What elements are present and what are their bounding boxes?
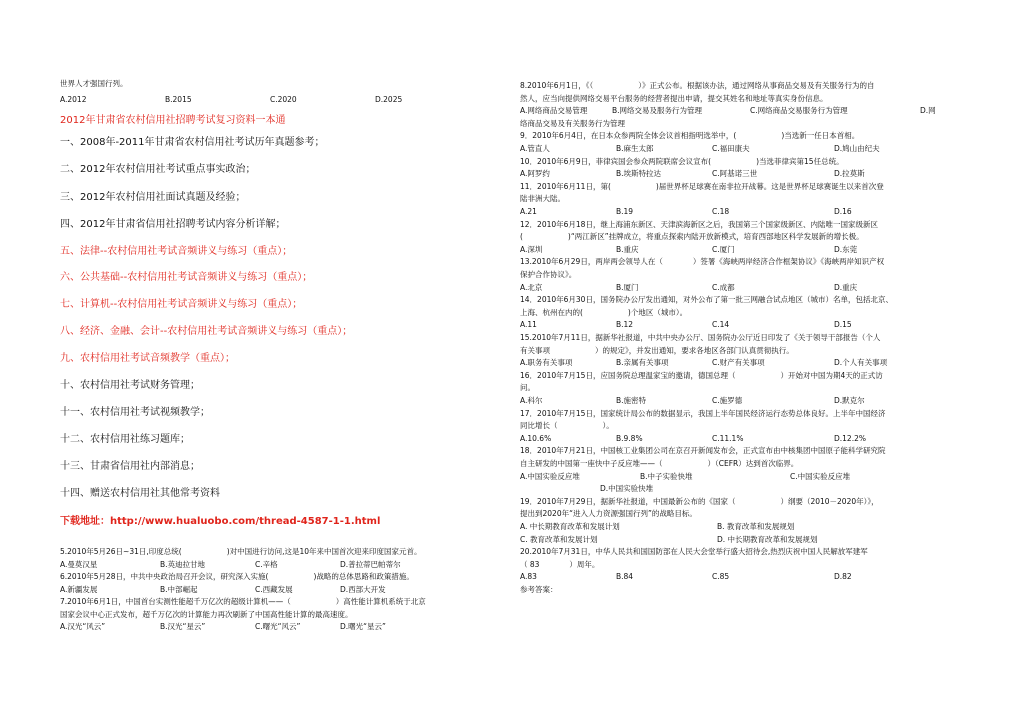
question-text: 19．2010年7月29日，据新华社报道，中国最新公布的《国家（ ）纲要（2010－2020年）》， — [520, 496, 879, 506]
answer-option[interactable]: A.阿罗约 — [520, 169, 550, 179]
options-row — [520, 206, 934, 219]
options-row — [520, 433, 934, 446]
answer-option[interactable]: C.西藏发展 — [255, 584, 293, 594]
answer-option[interactable]: A.汉光“风云” — [60, 622, 106, 631]
answer-option[interactable]: C.施罗德 — [712, 396, 743, 405]
options-row — [600, 483, 653, 496]
toc-item: 五、法律--农村信用社考试音频讲义与练习（重点）； — [60, 246, 293, 257]
question-text: 5.2010年5月26日~31日,印度总统( )对中国进行访问,这是10年来中国首次迎来印度国家元首。 — [60, 547, 422, 556]
options-row — [60, 621, 420, 634]
answer-option[interactable]: D.12.2% — [834, 433, 866, 443]
answer-option[interactable]: A.21 — [520, 207, 537, 216]
answer-option[interactable]: C.2020 — [270, 95, 297, 104]
answer-option[interactable]: B.厦门 — [616, 282, 639, 292]
question-text: 15.2010年7月11日，据新华社报道，中共中央办公厅、国务院办公厅近日印发了《关于领导干部报告（个人 — [520, 333, 881, 342]
question-text: 有关事项 ）的规定》，并发出通知，要求各地区各部门认真贯彻执行。 — [520, 345, 794, 355]
answer-option[interactable]: B.9.8% — [616, 433, 643, 443]
answer-option[interactable]: B.中部崛起 — [160, 584, 198, 594]
options-row — [520, 571, 934, 584]
question-text: 13.2010年6月29日，两岸两会领导人在（ ）签署《海峡两岸经济合作框架协议》《海峡两岸知识产权 — [520, 257, 885, 267]
answer-option[interactable]: D.鸠山由纪夫 — [834, 144, 880, 153]
answer-option[interactable]: B.麻生太郎 — [616, 144, 654, 153]
answer-option[interactable]: A.中国实验反应堆 — [520, 471, 580, 481]
answer-option[interactable]: A.曼莫汉星 — [60, 559, 98, 569]
answer-option[interactable]: D.中国实验快堆 — [600, 484, 654, 494]
options-row — [520, 357, 934, 370]
answer-option[interactable]: A.北京 — [520, 282, 543, 292]
answer-option[interactable]: A.网络商品交易管理 — [520, 106, 588, 116]
answer-option[interactable]: B.汉光“星云” — [160, 622, 206, 631]
options-row — [520, 471, 940, 484]
answer-option[interactable]: C.中国实验反应堆 — [790, 471, 851, 481]
question-text: 20.2010年7月31日，中华人民共和国国防部在人民大会堂举行盛大招待会,热烈庆祝中国人民解放军建军 — [520, 547, 868, 557]
options-row — [520, 244, 934, 257]
answer-option[interactable]: D.15 — [834, 320, 852, 330]
answer-option[interactable]: C. 教育改革和发展计划 — [520, 534, 598, 544]
answer-option[interactable]: B.施密特 — [616, 396, 647, 405]
toc-item: 二、2012年农村信用社考试重点事实政治； — [60, 164, 256, 175]
answer-option[interactable]: B.网络交易及服务行为管理 — [612, 106, 703, 116]
answer-option[interactable]: D.默克尔 — [834, 396, 865, 405]
answer-option[interactable]: D.东莞 — [834, 244, 858, 254]
answer-option[interactable]: C.财产有关事项 — [712, 358, 765, 368]
answer-option[interactable]: D.普拉蒂巴帕蒂尔 — [340, 559, 401, 569]
question-text: 陆非洲大陆。 — [520, 194, 565, 204]
answer-option[interactable]: B.12 — [616, 320, 634, 330]
answer-option[interactable]: D.个人有关事项 — [834, 358, 888, 368]
toc-item: 七、计算机--农村信用社考试音频讲义与练习（重点）； — [60, 299, 303, 310]
question-text: 12．2010年6月18日，继上海浦东新区、天津滨海新区之后，我国第三个国家级新区、内陆唯一国家级新区 — [520, 219, 878, 229]
answer-option[interactable]: A.新疆发展 — [60, 584, 98, 594]
question-text: 自主研发的中国第一座快中子反应堆——（ ）（CEFR）达到首次临界。 — [520, 459, 799, 468]
question-text: 问。 — [520, 383, 535, 393]
question-text: 16．2010年7月15日，应国务院总理温家宝的邀请，德国总理（ ）开始对中国为期4天的正式访 — [520, 370, 883, 380]
toc-item: 六、公共基础--农村信用社考试音频讲义与练习（重点）； — [60, 272, 313, 283]
question-text: 6.2010年5月28日，中共中央政治局召开会议，研究深入实施( )战略的总体思路和政策措施。 — [60, 572, 414, 581]
answer-option[interactable]: D.曙光“星云” — [340, 622, 386, 631]
answer-option[interactable]: C.85 — [712, 572, 730, 582]
options-row — [520, 319, 934, 332]
toc-item: 十三、甘肃省信用社内部消息； — [60, 461, 200, 472]
question-text: 国家会议中心正式发布，超千万亿次的计算能力再次刷新了中国高性能计算的最高速度。 — [60, 609, 353, 619]
question-text: 世界人才强国行列。 — [60, 79, 128, 88]
answer-option[interactable]: C.网络商品交易服务行为管理 — [750, 106, 848, 116]
question-text: 同比增长（ ）。 — [520, 421, 614, 431]
answer-option[interactable]: B.英迪拉甘地 — [160, 559, 206, 569]
answer-option[interactable]: B.埃斯特拉达 — [616, 169, 662, 179]
question-text: 18．2010年7月21日，中国核工业集团公司在京召开新闻发布会，正式宣布由中核集团中国原子能科学研究院 — [520, 446, 886, 456]
answer-option[interactable]: D.拉莫斯 — [834, 169, 865, 179]
options-row — [520, 534, 867, 547]
answer-option[interactable]: C.福田康夫 — [712, 144, 750, 153]
answer-option[interactable]: A.管直人 — [520, 144, 550, 153]
answer-option[interactable]: B.2015 — [165, 95, 192, 104]
toc-item: 一、2008年-2011年甘肃省农村信用社考试历年真题参考； — [60, 137, 325, 148]
options-row — [520, 521, 867, 534]
toc-item: 九、农村信用社考试音频教学（重点）； — [60, 353, 235, 364]
answer-option[interactable]: D. 中长期教育改革和发展规划 — [717, 534, 818, 544]
answer-option[interactable]: A.83 — [520, 572, 537, 582]
question-text: 14．2010年6月30日，国务院办公厅发出通知，对外公布了第一批三网融合试点地区（城市）名单，包括北京、 — [520, 295, 893, 305]
answer-option[interactable]: D.82 — [834, 572, 852, 582]
toc-item: 四、2012年甘肃省信用社招聘考试内容分析详解； — [60, 219, 286, 230]
options-row — [60, 584, 420, 597]
answer-option[interactable]: C.成都 — [712, 282, 735, 292]
answer-option[interactable]: A.11 — [520, 320, 537, 330]
answer-option[interactable]: B. 教育改革和发展规划 — [717, 522, 795, 531]
options-row — [520, 395, 934, 408]
question-text: 11．2010年6月11日，第( )届世界杯足球赛在南非拉开战幕。这是世界杯足球赛诞生以来首次登 — [520, 181, 884, 191]
answer-option[interactable]: D.网 — [920, 106, 936, 116]
options-row — [520, 282, 934, 295]
answer-option[interactable]: C.辛格 — [255, 559, 278, 569]
question-text: 17．2010年7月15日，国家统计局公布的数据显示，我国上半年国民经济运行态势总体良好。上半年中国经济 — [520, 408, 886, 418]
download-link[interactable]: 下载地址：http://www.hualuobo.com/thread-4587-1-1.html — [60, 516, 381, 527]
options-row — [520, 118, 720, 131]
answer-option[interactable]: A. 中长期教育改革和发展计划 — [520, 522, 620, 531]
answer-option[interactable]: B.84 — [616, 572, 634, 582]
answer-option[interactable]: B.亲属有关事项 — [616, 358, 669, 368]
question-text: 10．2010年6月9日，菲律宾国会参众两院联席会议宣布( )当选菲律宾第15任总统。 — [520, 156, 844, 166]
answer-option[interactable]: A.职务有关事项 — [520, 358, 573, 368]
answer-option[interactable]: 络商品交易及有关服务行为管理 — [520, 118, 625, 128]
answer-option[interactable]: C.14 — [712, 320, 730, 330]
answer-option[interactable]: C.厦门 — [712, 244, 735, 254]
answer-option[interactable]: B.19 — [616, 207, 634, 216]
page-title: 2012年甘肃省农村信用社招聘考试复习资料一本通 — [60, 115, 286, 126]
question-text: 然人，应当向提供网络交易平台服务的经营者提出申请，提交其姓名和地址等真实身份信息。 — [520, 93, 828, 103]
question-text: 上海、杭州在内的( )个地区（城市）。 — [520, 307, 688, 317]
answer-option[interactable]: D.2025 — [375, 95, 403, 104]
answer-option[interactable]: D.16 — [834, 207, 852, 216]
answer-option[interactable]: A.10.6% — [520, 433, 552, 443]
answer-option[interactable]: A.科尔 — [520, 396, 543, 405]
answer-option[interactable]: C.18 — [712, 207, 730, 216]
options-row — [520, 168, 934, 181]
toc-item: 三、2012年农村信用社面试真题及经验； — [60, 192, 246, 203]
question-text: 7.2010年6月1日，中国首台实测性能超千万亿次的超级计算机——（ ）高性能计算机系统于北京 — [60, 597, 426, 606]
options-row — [60, 94, 455, 107]
answer-option[interactable]: C.阿基诺三世 — [712, 169, 758, 179]
options-row — [60, 559, 420, 572]
answer-option[interactable]: B.中子实验快堆 — [640, 471, 693, 481]
question-text: 保护合作协议》。 — [520, 270, 577, 279]
answer-option[interactable]: C.曙光“风云” — [255, 622, 301, 631]
toc-item: 八、经济、金融、会计--农村信用社考试音频讲义与练习（重点）； — [60, 326, 353, 337]
options-row — [520, 105, 950, 118]
answer-option[interactable]: B.重庆 — [616, 244, 639, 254]
question-text: ( )“两江新区”挂牌成立，将重点探索内陆开放新模式，培育西部地区科学发展新的增长极。 — [520, 232, 864, 242]
answer-option[interactable]: C.11.1% — [712, 433, 744, 443]
toc-item: 十、农村信用社考试财务管理； — [60, 380, 200, 391]
answer-option[interactable]: D.重庆 — [834, 282, 858, 292]
toc-item: 十一、农村信用社考试视频教学； — [60, 407, 210, 418]
question-text: （ 83 ）周年。 — [520, 559, 600, 569]
answer-option[interactable]: A.2012 — [60, 95, 87, 104]
options-row — [520, 143, 934, 156]
answer-option[interactable]: A.深圳 — [520, 244, 543, 254]
answers-label: 参考答案： — [520, 585, 558, 594]
answer-option[interactable]: D.西部大开发 — [340, 584, 386, 594]
question-text: 9．2010年6月4日，在日本众参两院全体会议首相指明选举中，( )当选新一任日本首相。 — [520, 131, 860, 141]
toc-item: 十二、农村信用社练习题库； — [60, 434, 190, 445]
toc-item: 十四、赠送农村信用社其他常考资料 — [60, 488, 220, 499]
question-text: 8.2010年6月1日，《（ ）》正式公布。根据该办法，通过网络从事商品交易及有关服务行为的自 — [520, 81, 875, 90]
question-text: 提出到2020年“进入人力资源强国行列”的战略目标。 — [520, 509, 697, 519]
